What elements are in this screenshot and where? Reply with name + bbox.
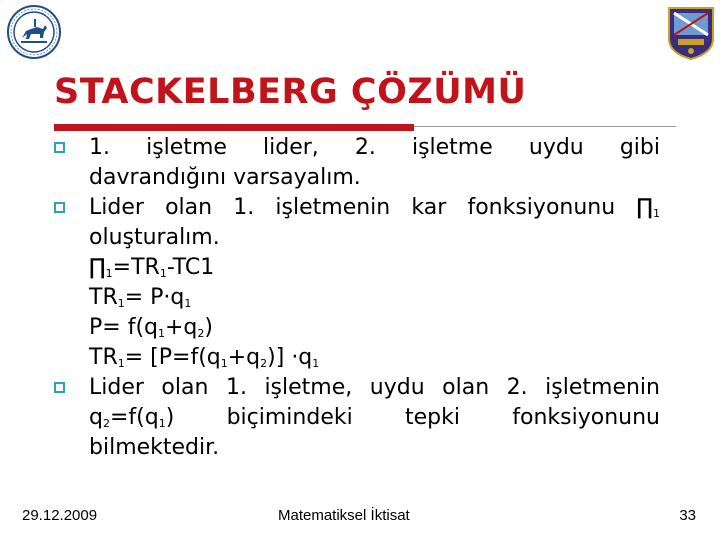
bullet-text-line: Lider olan 1. işletme, uydu olan 2. işletmenin (89, 375, 660, 400)
formula-line: $TR_1= P\cdot q_1$ (89, 285, 192, 310)
shield-crest-icon (666, 5, 716, 61)
bullet-text-line: oluşturalım. (89, 225, 220, 250)
bullet-item (54, 193, 660, 253)
footer-title: Matematiksel İktisat (278, 507, 410, 524)
slide-body (54, 133, 660, 463)
bullet-text-line: bilmektedir. (89, 435, 220, 460)
bullet-item (54, 133, 660, 193)
formula-line: $TR_1= [P=f(q_1+q_2)] \cdot q_1$ (89, 345, 320, 370)
bullet-text-line: davrandığını varsayalım. (89, 165, 361, 190)
footer-date: 29.12.2009 (22, 507, 98, 524)
bullet-text-line: 1. işletme lider, 2. işletme uydu gibi (89, 135, 660, 160)
bullet-square-icon (54, 382, 65, 393)
formula-line: $\prod_1=TR_1-TC1$ (89, 255, 215, 280)
title-underline-bar (54, 124, 414, 131)
bullet-square-icon (54, 142, 65, 153)
page-number: 33 (679, 507, 696, 524)
bullet-square-icon (54, 202, 65, 213)
slide-title: STACKELBERG ÇÖZÜMÜ (54, 72, 527, 112)
bullet-text-line: Lider olan 1. işletmenin kar fonksiyonunu $\prod_1$ (89, 195, 660, 220)
bullet-text-line: $q_2=f(q_1)$ biçimindeki tepki fonksiyonunu (89, 405, 660, 430)
bullet-item (54, 373, 660, 463)
title-underline-line (414, 126, 676, 127)
university-seal-icon (7, 5, 61, 59)
formula-line: $P= f(q_1+q_2)$ (89, 315, 213, 340)
